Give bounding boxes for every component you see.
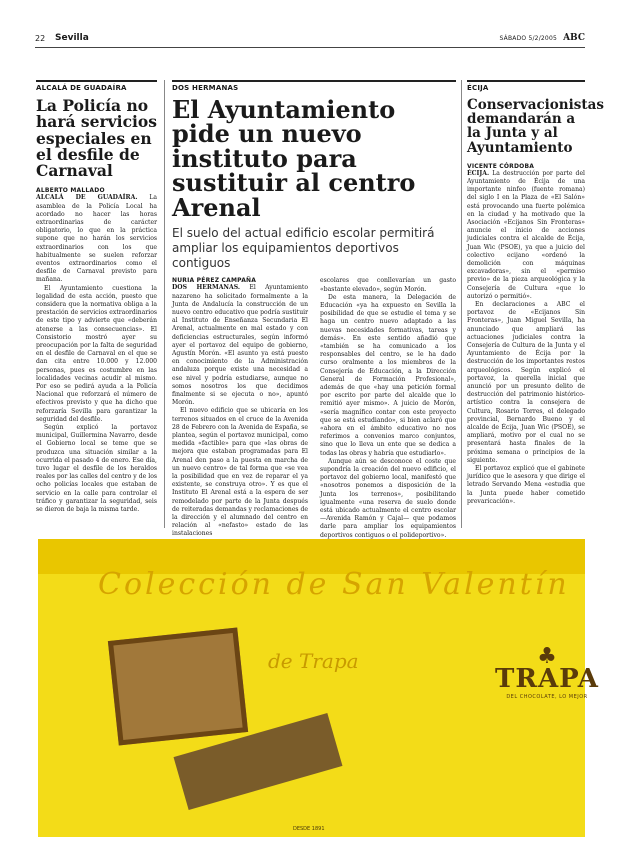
- page-header: [35, 33, 585, 48]
- article-headline: La Policía no hará servicios especiales en el desfile de Carnaval: [36, 96, 157, 181]
- column-divider: [461, 80, 462, 528]
- paragraph: Aunque aún se desconoce el coste que supondría la creación del nuevo edificio, el portavoz del gobierno local, manifestó que «nosotros ponemos a disposición de la Junta los terrenos», posibilitando igualmente «una reserva de suelo donde está ubicado actualmente el centro escolar —Avenida Ramón y Cajal— que podamos darle para ampliar los equipamientos deportivos contiguos o el polideportivo».: [320, 457, 456, 539]
- article-body: [36, 194, 157, 514]
- ad-tagline: DEL CHOCOLATE, LO MEJOR: [506, 694, 588, 700]
- dateline: ALCALÁ DE GUADAÍRA.: [36, 194, 138, 202]
- advertisement: [38, 539, 599, 837]
- chocolate-computer-image: [108, 627, 248, 745]
- ad-brand: TRAPA: [495, 664, 599, 694]
- dateline: DOS HERMANAS.: [172, 284, 241, 292]
- article-body-col2: [320, 277, 456, 540]
- ad-title: Colección de San Valentín: [98, 567, 570, 602]
- column-divider: [164, 80, 165, 528]
- article-alcala: [36, 80, 157, 514]
- paragraph: La asamblea de la Policía Local ha acordado no hacer las horas extraordinarias de carácter obligatorio, lo que en la práctica supone que no harán los servicios extraordinarios con los que habitualmente se suelen reforzar eventos extraordinarios como el desfile de Carnaval previsto para mañana.: [36, 194, 157, 284]
- paragraph: El portavoz explicó que el gabinete jurídico que le asesora y que dirige el letrado Servando Mena «estudia que la Junta puede haber cometido prevaricación».: [467, 465, 585, 505]
- paragraph: escolares que conllevarían un gasto «bastante elevado», según Morón.: [320, 277, 456, 293]
- paragraph: Según explicó la portavoz municipal, Guillermina Navarro, desde el Gobierno local se teme que se produzca una situación similar a la ocurrida el pasado 4 de enero. Ese día, tuvo lugar el desfile de los heraldos reales por las calles del centro y de los ocho policías locales que estaban de servicio en la calle para controlar el tráfico y garantizar la seguridad, seis se dieron de baja la misma tarde.: [36, 424, 157, 514]
- article-headline: Conservacionistas demandarán a la Junta y al Ayuntamiento: [467, 97, 604, 156]
- article-byline: NURIA PÉREZ CAMPAÑA: [172, 277, 257, 285]
- page-number: 22: [35, 34, 46, 43]
- ad-small-print: DESDE 1891: [293, 826, 325, 832]
- article-byline: ALBERTO MALLADO: [36, 187, 105, 195]
- article-byline: VICENTE CÓRDOBA: [467, 162, 535, 170]
- paragraph: El Ayuntamiento cuestiona la legalidad de esta acción, puesto que considera que la normativa obliga a la prestación de servicios extraordinarios de este tipo y advierte que «deberán atenerse a las consecuencias». El Consistorio mostró ayer su preocupación por la falta de seguridad en el desfile de Carnaval en el que se dan cita entre 10.000 y 12.000 personas, pues es costumbre en las localidades vecinas acudir al mismo. Por eso se pedirá ayuda a la Policía Nacional que reforzará el número de efectivos previsto y que ha dicho que reforzaría Sevilla para garantizar la seguridad del desfile.: [36, 284, 157, 423]
- article-dos-hermanas: [172, 80, 456, 540]
- article-subheadline: El suelo del actual edificio escolar permitirá ampliar los equipamientos deportivos contiguos: [172, 226, 435, 271]
- tree-icon: ♣: [537, 644, 557, 669]
- article-headline: El Ayuntamiento pide un nuevo instituto para sustituir al centro Arenal: [172, 95, 416, 222]
- article-ecija: [467, 80, 604, 506]
- ad-subtitle: de Trapa: [268, 649, 359, 673]
- issue-date: SÁBADO 5/2/2005: [499, 35, 557, 42]
- article-body-col1: [172, 284, 308, 538]
- article-body: [467, 170, 585, 506]
- article-kicker: DOS HERMANAS: [172, 80, 456, 92]
- paragraph: El Ayuntamiento nazareno ha solicitado formalmente a la Junta de Andalucía la construcción de un nuevo centro educativo que podría sustituir al Instituto de Enseñanza Secundaria El Arenal, actualmente en mal estado y con deficiencias estructurales, según informó ayer el portavoz del equipo de gobierno, Agustín Morón. «El asunto ya está puesto en conocimiento de la Administración andaluza porque existe una necesidad a ese nivel y podría estudiarse, aunque no somos nosotros los que decidimos finalmente si se ejecuta o no», apuntó Morón.: [172, 284, 308, 407]
- paragraph: El nuevo edificio que se ubicaría en los terrenos situados en el cruce de la Avenida 28 de Febrero con la Avenida de España, se plantea, según el portavoz municipal, como medida «factible» para que «las obras de mejora que estaban programadas para El Arenal den paso a la puesta en marcha de un nuevo centro» de tal forma que «se vea la posibilidad que en vez de reparar el ya existente, se construya otro». Y es que el Instituto El Arenal está a la espera de ser remodelado por parte de la Junta después de reiteradas demandas y reclamaciones de la dirección y el alumnado del centro en relación al «nefasto» estado de las instalaciones: [172, 407, 308, 538]
- paragraph: De esta manera, la Delegación de Educación «ya ha expuesto en Sevilla la posibilidad de que se estudie el tema y se haga un centro nuevo adaptado a las nuevas necesidades formativas, tareas y demás». En este sentido añadió que «también se ha comunicado a los responsables del centro, se le ha dado curso oralmente a los miembros de la Consejería de Educación, a la Dirección General de Formación Profesional», además de que «hay una petición formal por escrito por parte del alcalde que lo remitió ayer mismo». A juicio de Morón, «sería magnífico contar con este proyecto que se está estudiando», si bien aclaró que «ahora en el ámbito educativo no nos referimos a convenios marco conjuntos, sino que lo lleva un ente que se dedica a todas las obras y habría que estudiarlo».: [320, 293, 456, 457]
- dateline: ÉCIJA.: [467, 169, 490, 177]
- article-kicker: ALCALÁ DE GUADAÍRA: [36, 80, 157, 92]
- newspaper-brand: ABC: [563, 33, 585, 43]
- paragraph: La destrucción por parte del Ayuntamiento de Écija de una importante ninfeo (fuente romana) del siglo I en la Plaza de «El Salón» está provocando una fuerte polémica en la ciudad y ha motivado que la Asociación «Ecijanos Sin Fronteras» anuncie el inicio de acciones judiciales contra el alcalde de Écija, Juan Wic (PSOE), ya que a juicio del colectivo ecijano «ordenó la demolición con máquinas excavadoras», sin el «permiso previo» de la pieza arqueológica y la Consejería de Cultura «que lo autorizó o permitió».: [467, 169, 585, 300]
- trapa-logo: [495, 644, 599, 700]
- article-kicker: ÉCIJA: [467, 80, 585, 92]
- paragraph: En declaraciones a ABC el portavoz de «Ecijanos Sin Fronteras», Juan Miguel Sevilla, ha anunciado que ampliará las actuaciones judiciales contra la Consejería de Cultura de la Junta y el Ayuntamiento de Écija por la destrucción de los importantes restos arqueológicos. Según explicó el portavoz, la querella inicial que anunció por un presunto delito de destrucción del patrimonio histórico-artístico contra la consejera de Cultura, Rosario Torres, el delegado provincial, Bernardo Bueno y el alcalde de Écija, Juan Wic (PSOE), se ampliará, motivo por el cual no se presentará hasta finales de la próxima semana o principios de la siguiente.: [467, 300, 585, 464]
- section-name: Sevilla: [55, 33, 89, 43]
